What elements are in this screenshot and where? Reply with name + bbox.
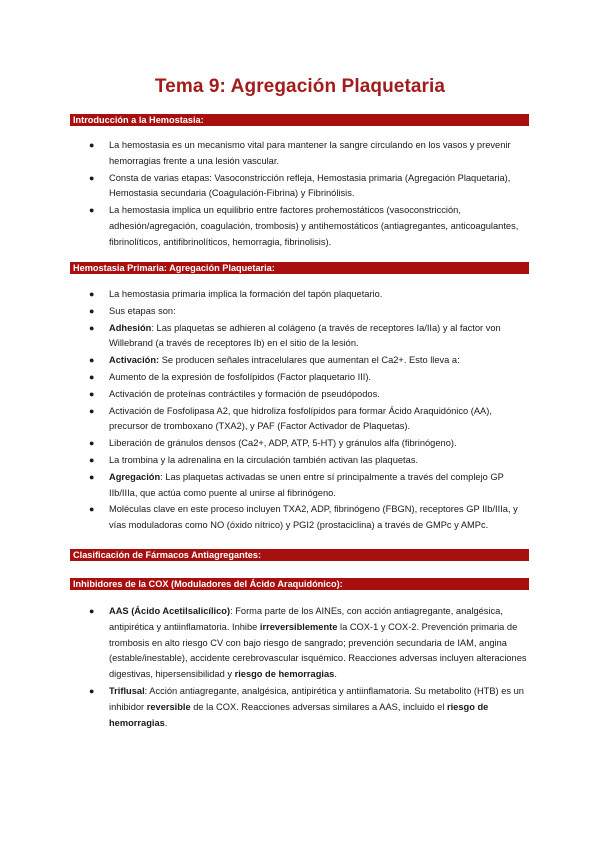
bullet-icon: ● (89, 685, 95, 696)
cox-list (70, 604, 529, 732)
list-item: ● La hemostasia implica un equilibrio entre factores prohemostáticos (vasoconstricción, adhesión/agregación, coagulación, trombosis) y antihemostáticos (antiagregantes, anticoagulantes, fibrinolíticos, antifibrinolíticos, hemorragia, fibrinolisis). (89, 205, 519, 247)
page-title: Tema 9: Agregación Plaquetaria (154, 76, 446, 97)
section-heading-primary: Hemostasia Primaria: Agregación Plaquetaria: (70, 262, 529, 274)
bullet-icon: ● (89, 289, 95, 299)
bullet-icon: ● (89, 371, 95, 382)
list-item: ● Adhesión: Las plaquetas se adhieren al colágeno (a través de receptores Ia/IIa) y al factor von Willebrand (a través de receptores Ib) en el sitio de la lesión. (89, 322, 501, 349)
bullet-icon: ● (89, 172, 95, 183)
section-heading-intro: Introducción a la Hemostasia: (70, 114, 529, 126)
bullet-icon: ● (89, 504, 95, 515)
list-item: ● Triflusal: Acción antiagregante, analgésica, antipirética y antiinflamatoria. Su metabolito (HTB) es un inhibidor reversible de la COX. Reacciones adversas similares a AAS, incluido el riesgo de hemorragias. (89, 685, 524, 728)
bullet-icon: ● (89, 322, 95, 333)
section-heading-cox-inhibitors: Inhibidores de la COX (Moduladores del Ácido Araquidónico): (70, 578, 529, 590)
list-item: ● Moléculas clave en este proceso incluyen TXA2, ADP, fibrinógeno (FBGN), receptores GP IIb/IIIa, y vías moduladoras como NO (óxido nítrico) y PGI2 (prostaciclina) a través de GMPc y AMPc. (89, 504, 518, 531)
bullet-icon: ● (89, 606, 95, 616)
section-heading-classification: Clasificación de Fármacos Antiagregantes: (70, 549, 529, 561)
list-item: ● Consta de varias etapas: Vasoconstricción refleja, Hemostasia primaria (Agregación Plaquetaria), Hemostasia secundaria (Coagulación-Fibrina) y Fibrinólisis. (89, 172, 511, 199)
list-item: ● La trombina y la adrenalina en la circulación también activan las plaquetas. (70, 453, 529, 469)
bullet-icon: ● (89, 140, 95, 150)
list-item: ● Aumento de la expresión de fosfolípidos (Factor plaquetario III). (70, 370, 529, 386)
list-item: ● Sus etapas son: (70, 304, 529, 320)
bullet-icon: ● (89, 454, 95, 465)
list-item: ● Activación: Se producen señales intracelulares que aumentan el Ca2+. Esto lleva a: (70, 353, 529, 369)
bullet-icon: ● (89, 355, 95, 366)
list-item: ● La hemostasia es un mecanismo vital para mantener la sangre circulando en los vasos y prevenir hemorragias frente a una lesión vascular. (89, 140, 511, 166)
list-item: ● AAS (Ácido Acetilsalicílico): Forma parte de los AINEs, con acción antiagregante, analgésica, antipirética y antiinflamatoria. Inhibe irreversiblemente la COX-1 y COX-2. Prevención primaria de trombosis en alto riesgo CV con bajo riesgo de sangrado; prevención secundaria de IAM, angina (estable/inestable), accidente cerebrovascular isquémico. Reacciones adversas incluyen alteraciones digestivas, hipersensibilidad y riesgo de hemorragias. (89, 606, 527, 680)
bullet-icon: ● (89, 405, 95, 416)
list-item: ● La hemostasia primaria implica la formación del tapón plaquetario. (70, 287, 529, 303)
list-item: ● Liberación de gránulos densos (Ca2+, ADP, ATP, 5-HT) y gránulos alfa (fibrinógeno). (70, 436, 529, 452)
list-item: ● Activación de Fosfolipasa A2, que hidroliza fosfolípidos para formar Ácido Araquidónico (AA), precursor de tromboxano (TXA2), y PAF (Factor Activador de Plaquetas). (89, 405, 492, 432)
bullet-icon: ● (89, 438, 95, 449)
list-item: ● Activación de proteínas contráctiles y formación de pseudópodos. (70, 387, 529, 403)
bullet-icon: ● (89, 388, 95, 399)
bullet-icon: ● (89, 205, 95, 216)
bullet-icon: ● (89, 471, 95, 482)
intro-list (70, 138, 529, 252)
list-item: ● Agregación: Las plaquetas activadas se unen entre sí principalmente a través del complejo GP IIb/IIIa, que actúa como puente al unirse al fibrinógeno. (89, 471, 504, 498)
primary-list (70, 287, 529, 535)
bullet-icon: ● (89, 305, 95, 316)
